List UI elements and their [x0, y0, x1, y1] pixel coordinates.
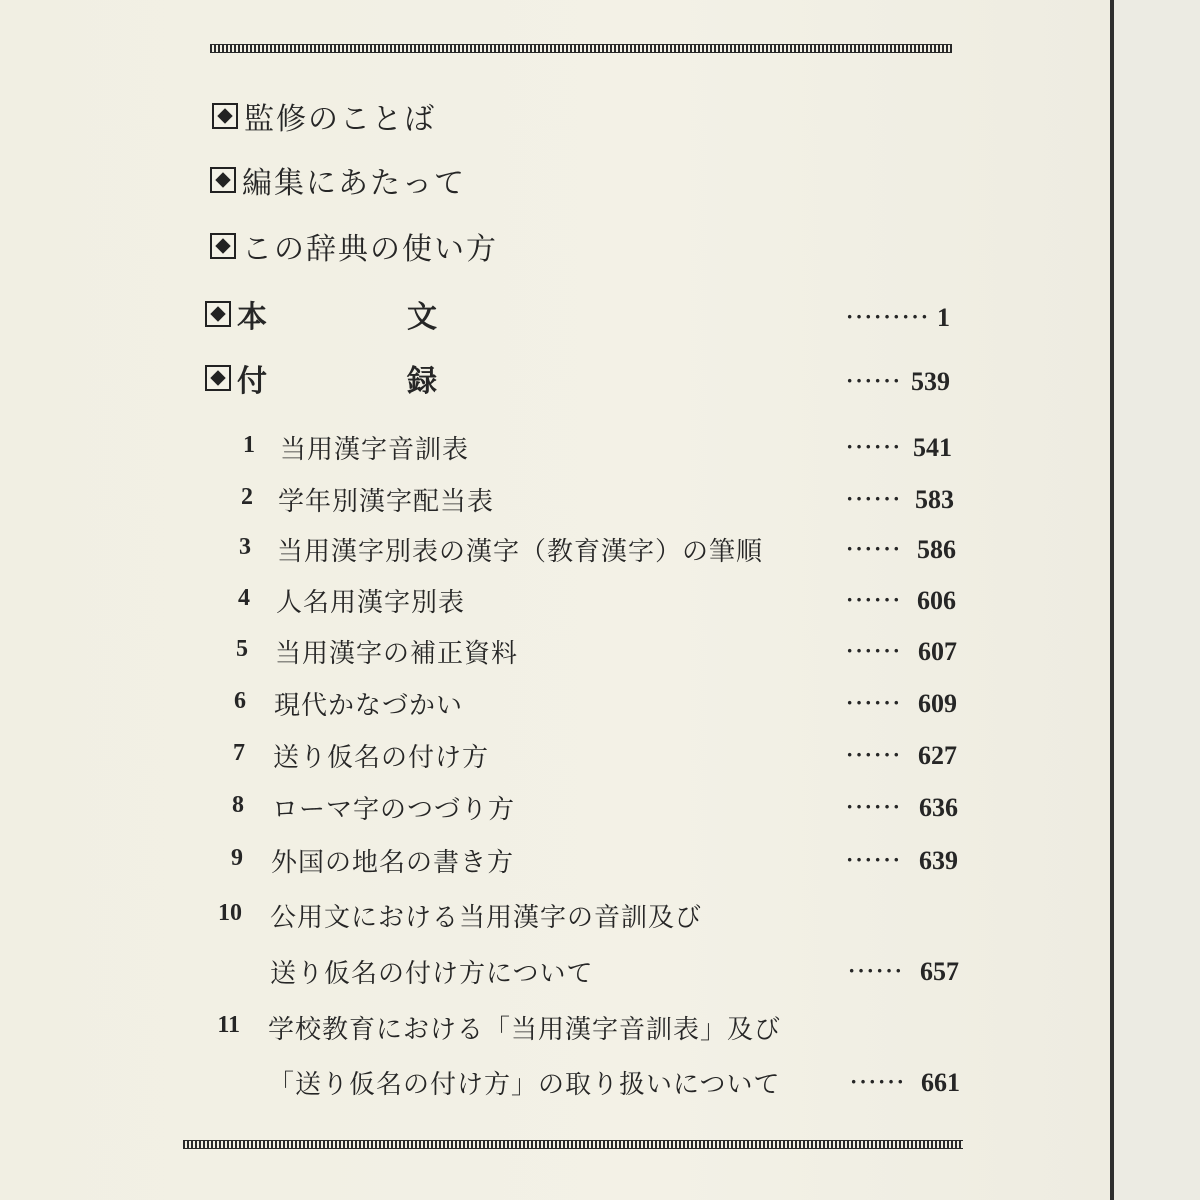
section-title-char: 付: [237, 364, 267, 399]
page-number: 639: [919, 846, 958, 875]
section-editorial-note: [210, 158, 466, 202]
section-main-text: [205, 292, 437, 336]
diamond-bullet-icon: [205, 301, 231, 327]
entry-number: 8: [232, 792, 244, 818]
section-how-to-use: [210, 224, 498, 268]
section-appendix: [205, 356, 437, 400]
dot-leader: ······: [846, 536, 903, 561]
entry-title: 当用漢字音訓表: [280, 435, 470, 465]
section-title-char: 本: [237, 300, 267, 335]
entry-number: 7: [233, 740, 245, 766]
entry-title: 学校教育における「当用漢字音訓表」及び: [268, 1015, 782, 1045]
top-decorative-rule: [210, 44, 952, 53]
entry-number: 10: [218, 900, 242, 926]
diamond-bullet-icon: [212, 103, 238, 129]
section-title: 監修のことば: [244, 102, 436, 137]
entry-number: 4: [238, 585, 250, 611]
section-title: この辞典の使い方: [242, 232, 498, 267]
entry-title: ローマ字のつづり方: [272, 795, 516, 825]
section-title: 編集にあたって: [242, 166, 466, 201]
section-foreword: [212, 94, 436, 138]
entry-title-continued: 送り仮名の付け方について: [270, 959, 594, 989]
entry-title: 当用漢字の補正資料: [275, 639, 519, 669]
page-number: 609: [918, 689, 957, 718]
entry-title: 外国の地名の書き方: [271, 848, 515, 878]
page-number: 661: [921, 1068, 960, 1097]
dot-leader: ······: [846, 742, 903, 767]
page-number: 541: [913, 433, 952, 462]
page-edge: [1110, 0, 1114, 1200]
dot-leader: ······: [846, 794, 903, 819]
page-number: 1: [937, 303, 950, 332]
dot-leader: ······: [846, 638, 903, 663]
diamond-bullet-icon: [210, 233, 236, 259]
dot-leader: ·········: [846, 304, 931, 329]
dot-leader: ······: [846, 434, 903, 459]
page-number: 586: [917, 535, 956, 564]
dot-leader: ······: [846, 847, 903, 872]
entry-title: 当用漢字別表の漢字（教育漢字）の筆順: [277, 537, 764, 567]
entry-number: 3: [239, 534, 251, 560]
entry-number: 6: [234, 688, 246, 714]
entry-title: 公用文における当用漢字の音訓及び: [270, 903, 703, 933]
entry-title: 人名用漢字別表: [276, 588, 466, 618]
entry-title: 学年別漢字配当表: [278, 487, 495, 517]
page-number: 657: [920, 957, 959, 986]
dot-leader: ······: [850, 1069, 907, 1094]
section-title-char: 文: [407, 300, 437, 335]
section-title: [237, 356, 437, 400]
diamond-bullet-icon: [210, 167, 236, 193]
dot-leader: ······: [846, 486, 903, 511]
entry-number: 5: [236, 636, 248, 662]
entry-title-continued: 「送り仮名の付け方」の取り扱いについて: [268, 1070, 781, 1100]
section-title: [237, 292, 437, 336]
section-title-char: 録: [407, 364, 437, 399]
dot-leader: ······: [846, 690, 903, 715]
dot-leader: ······: [848, 958, 905, 983]
dot-leader: ······: [846, 587, 903, 612]
dot-leader: ······: [846, 368, 903, 393]
page-number: 636: [919, 793, 958, 822]
diamond-bullet-icon: [205, 365, 231, 391]
entry-title: 送り仮名の付け方: [273, 743, 490, 773]
page-number: 583: [915, 485, 954, 514]
entry-number: 2: [241, 484, 253, 510]
page-number: 606: [917, 586, 956, 615]
entry-number: 9: [231, 845, 243, 871]
entry-number: 11: [217, 1012, 240, 1038]
page-number: 607: [918, 637, 957, 666]
page-number: 627: [918, 741, 957, 770]
entry-title: 現代かなづかい: [274, 691, 464, 721]
page-number: 539: [911, 367, 950, 396]
entry-number: 1: [243, 432, 255, 458]
bottom-decorative-rule: [183, 1140, 963, 1149]
